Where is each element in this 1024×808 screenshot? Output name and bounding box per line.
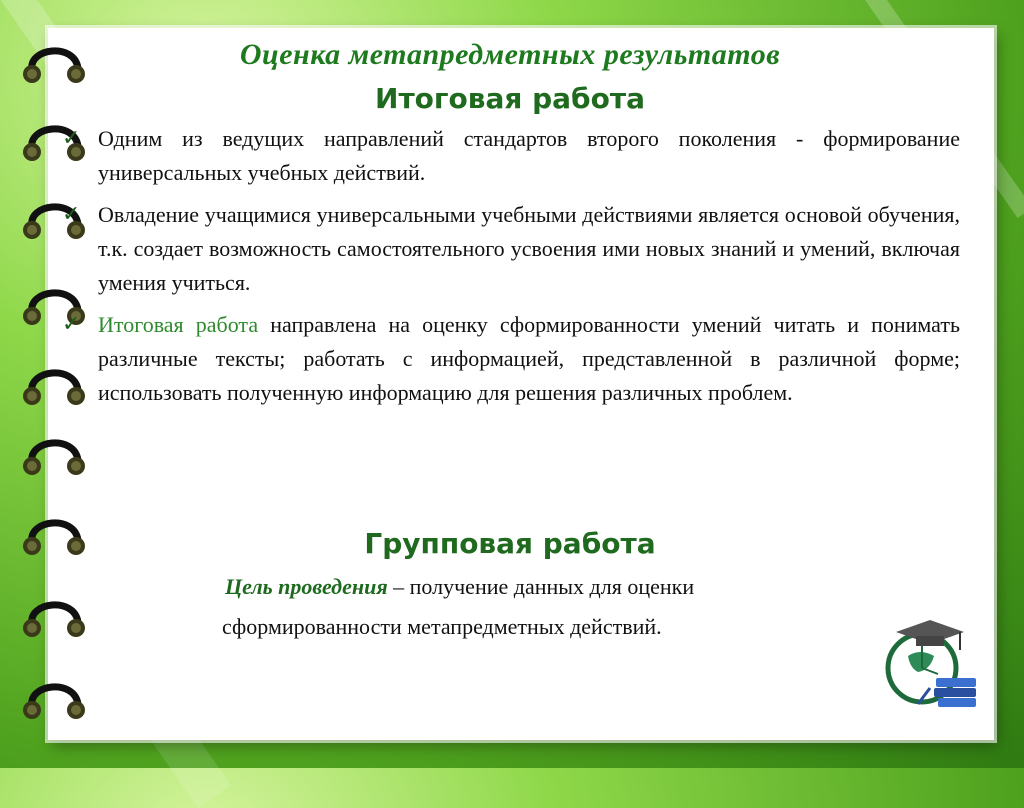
bullet-highlight: Итоговая работа	[98, 312, 259, 337]
goal-line-2: сформированности метапредметных действий.	[222, 614, 662, 639]
graduation-logo-icon	[880, 612, 982, 712]
list-item	[62, 122, 960, 190]
bullet-text: Одним из ведущих направлений стандартов второго поколения - формирование универсальных учебных действий.	[98, 126, 960, 185]
goal-text-1: – получение данных для оценки	[387, 574, 695, 599]
bullet-list	[62, 122, 960, 418]
goal-label: Цель проведения	[225, 574, 388, 599]
spiral-ring-icon	[14, 594, 94, 642]
bullet-text: направлена на оценку сформированности умений читать и понимать различные тексты; работать с информацией, представленной в различной форме; использовать полученную информацию для решения различных проблем.	[98, 312, 961, 405]
spiral-ring-icon	[14, 432, 94, 480]
list-item	[62, 308, 960, 410]
check-icon: ✓	[62, 202, 81, 227]
check-icon: ✓	[62, 126, 81, 151]
section-heading-group-work: Групповая работа	[364, 527, 656, 560]
check-icon: ✓	[62, 312, 81, 337]
goal-line-1	[225, 574, 865, 600]
section-heading-final-work: Итоговая работа	[375, 82, 645, 115]
bullet-text: Овладение учащимися универсальными учебными действиями является основой обучения, т.к. создает возможность самостоятельного усвоения ими новых знаний и умений, включая умения учиться.	[98, 202, 960, 295]
spiral-ring-icon	[14, 676, 94, 724]
page-title: Оценка метапредметных результатов	[239, 38, 781, 71]
list-item	[62, 198, 960, 300]
